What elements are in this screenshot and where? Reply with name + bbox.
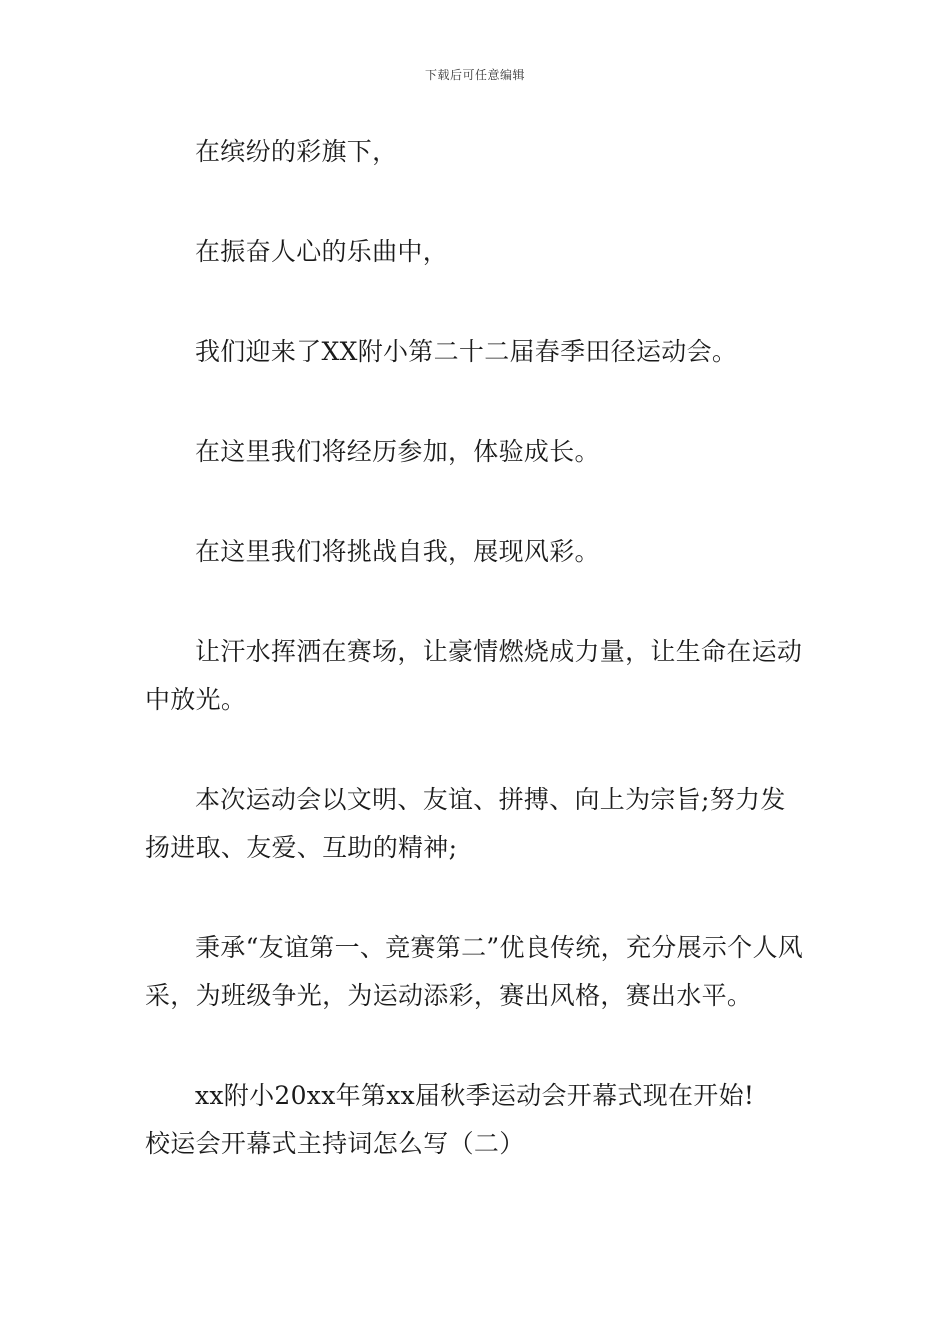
header-note: 下载后可任意编辑: [424, 68, 525, 82]
paragraph: 我们迎来了XX附小第二十二届春季田径运动会。: [195, 337, 738, 366]
paragraph: 在缤纷的彩旗下，: [195, 137, 398, 166]
paragraph: 在这里我们将经历参加，体验成长。: [195, 437, 600, 466]
paragraph: 本次运动会以文明、友谊、拼搏、向上为宗旨;努力发扬进取、友爱、互助的精神;: [145, 785, 786, 862]
section-title: 校运会开幕式主持词怎么写（二）: [145, 1129, 525, 1158]
paragraph: 在这里我们将挑战自我，展现风彩。: [195, 537, 600, 566]
paragraph: 让汗水挥洒在赛场，让豪情燃烧成力量，让生命在运动中放光。: [145, 637, 803, 714]
paragraph: 在振奋人心的乐曲中，: [195, 237, 449, 266]
document-body: [145, 128, 810, 1168]
paragraph: 秉承“友谊第一、竞赛第二”优良传统，充分展示个人风采，为班级争光，为运动添彩，赛出风格，赛出水平。: [145, 933, 804, 1010]
paragraph: xx附小20xx年第xx届秋季运动会开幕式现在开始!: [195, 1081, 755, 1110]
